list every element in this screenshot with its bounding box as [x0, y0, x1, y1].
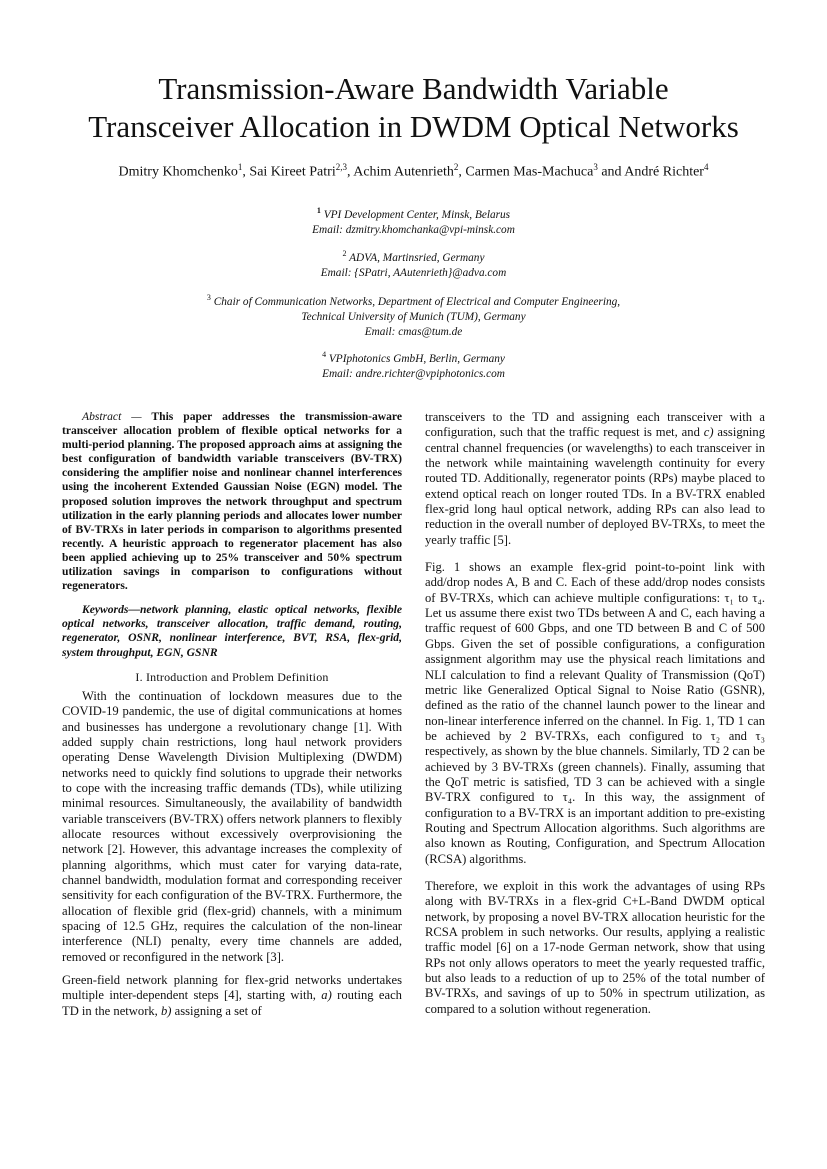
left-column — [62, 410, 402, 1027]
right-paragraph-1 — [425, 410, 765, 548]
affil-line: ADVA, Martinsried, Germany — [349, 251, 485, 264]
affil-line: Technical University of Munich (TUM), Germany — [301, 310, 526, 323]
author-sup: 1 — [237, 162, 243, 172]
intro-paragraph-1: With the continuation of lockdown measures due to the COVID-19 pandemic, the use of digital communications at homes and businesses has undergone a revolutionary change [1]. With added supply chain restrictions, long haul network providers operating Dense Wavelength Division Multiplexing (DWDM) networks need to quickly find solutions to upgrade their networks to cope with the increasing traffic demands (TDs), while utilizing minimal resources. Simultaneously, the availability of bandwidth variable transceivers (BV-TRX) offers network planners to flexibly allocate resources without excessively overprovisioning the network [2]. However, this advantage increases the complexity of planning algorithms, which must cater for varying data-rate, channel bandwidth, modulation format and corresponding receiver sensitivity for each configuration of the BV-TRX. Furthermore, the allocation of flexible grid (flex-grid) channels, with a minimum spacing of 12.5 GHz, requires the calculation of the non-linear interference (NLI) penalty, every time channels are added, removed or reconfigured in the network [3]. — [62, 688, 402, 964]
text-run: assigning a set of — [171, 1003, 262, 1018]
affiliation-1 — [0, 203, 827, 238]
title-line-2: Transceiver Allocation in DWDM Optical Networks — [88, 109, 739, 144]
text-run: b) — [160, 1003, 172, 1018]
affiliation-4 — [0, 347, 827, 382]
affil-line: Chair of Communication Networks, Department of Electrical and Computer Engineering, — [213, 295, 621, 308]
author-name: Achim Autenrieth — [353, 164, 454, 180]
abstract — [62, 410, 402, 593]
text-run: c) — [703, 425, 714, 440]
author-name: Carmen Mas-Machuca — [465, 164, 594, 180]
right-paragraph-3: Therefore, we exploit in this work the advantages of using RPs along with BV-TRXs in a flex-grid C+L-Band DWDM optical network, by proposing a novel BV-TRX allocation heuristic for the RCSA problem in such networks. Our results, applying a realistic traffic model [6] on a 17-node German network, show that using RPs not only allows operators to meet the yearly requested traffic, but also leads to a reduction of up to 25% of the total number of BV-TRXs, and savings of up to 50% in spectrum utilization, as compared to a solution without regeneration. — [425, 878, 765, 1016]
affil-line: VPI Development Center, Minsk, Belarus — [323, 208, 511, 221]
text-run: assigning central channel frequencies (or wavelengths) to each transceiver in the network while maintaining wavelength continuity for every routed TD. Additionally, regenerator points (RPs) maybe placed to extend optical reach on longer routed TDs. In a BV-TRX enabled flex-grid long haul optical network, adding RPs can also lead to reduction in the overall number of deployed BV-TRXs, to meet the yearly traffic [5]. — [425, 425, 765, 547]
right-column — [425, 410, 765, 1025]
text-run: routing each TD in the network, — [62, 988, 402, 1018]
affiliation-3 — [0, 290, 827, 340]
affil-line: VPIphotonics GmbH, Berlin, Germany — [328, 352, 505, 365]
abstract-label: Abstract — — [82, 410, 142, 423]
author-list: Dmitry Khomchenko$^1$, Sai Kireet Patri$^{2,3}$, Achim Autenrieth$^2$, Carmen Mas-Machuca$^3$ and André Richter$^4$ — [118, 162, 709, 180]
text-run: transceivers to the TD and assigning each transceiver with a configuration, such that the traffic request is met, and — [425, 410, 765, 440]
author-name: Dmitry Khomchenko — [118, 164, 238, 180]
affil-sup: 2 — [342, 249, 347, 258]
keywords: Keywords—network planning, elastic optical networks, flexible optical networks, transceiver allocation, traffic demand, routing, regenerator, OSNR, nonlinear interference, BVT, RSA, flex-grid, system throughput, EGN, GSNR — [62, 603, 402, 659]
right-paragraph-2: Fig. 1 shows an example flex-grid point-to-point link with add/drop nodes A, B and C. Each of these add/drop nodes consists of BV-TRXs, which can achieve multiple configurations: τ₁ to τ₄. Let us assume there exist two TDs between A and C, each having a traffic request of 600 Gbps, and one TD between B and C of 500 Gbps. Given the set of possible configurations, a configuration assignment algorithm may use the physical reach limitations and NLI calculation to find a relevant Quality of Transmission (QoT) metric like Generalized Optical Signal to Noise Ratio (GSNR), defined as the ratio of the channel launch power to the linear and non-linear interference inferred on the channel. In Fig. 1, TD 1 can be achieved by 2 BV-TRXs, each configured to τ₂ and τ₃ respectively, as shown by the blue channels. Similarly, TD 2 can be achieved by 3 BV-TRXs (green channels). Finally, assuming that the QoT metric is satisfied, TD 3 can be achieved with a single BV-TRX configured to τ₄. In this way, the assignment of configuration to a BV-TRX is an important addition to pre-existing Routing and Spectrum Allocation algorithms. Such algorithms are also known as Routing, Configuration, and Spectrum Allocation (RCSA) algorithms. — [425, 560, 765, 866]
text-run: Green-field network planning for flex-grid networks undertakes multiple inter-dependent steps [4], starting with, — [62, 973, 402, 1003]
title-line-1: Transmission-Aware Bandwidth Variable — [158, 71, 669, 106]
section-heading: I. Introduction and Problem Definition — [135, 669, 329, 684]
author-sup: 2 — [453, 162, 459, 172]
affil-email: Email: dzmitry.khomchanka@vpi-minsk.com — [312, 223, 515, 236]
affil-email: Email: {SPatri, AAutenrieth}@adva.com — [320, 266, 507, 279]
affil-email: Email: cmas@tum.de — [364, 325, 463, 338]
text-run: a) — [321, 988, 332, 1003]
paper-title — [0, 70, 827, 146]
author-name: André Richter — [624, 164, 704, 180]
affil-email: Email: andre.richter@vpiphotonics.com — [322, 367, 505, 380]
author-sup: 3 — [593, 162, 598, 172]
abstract-text: This paper addresses the transmission-aware transceiver allocation problem of flexible optical networks for a multi-period planning. The proposed approach aims at assigning the best configuration of bandwidth variable transceivers (BV-TRX) considering the amplifier noise and nonlinear channel interferences using the incoherent Extended Gaussian Noise (EGN) model. The proposed solution improves the network throughput and spectrum utilization in the early planning periods and allocates lower number of BV-TRXs in later periods in comparison to algorithms presented recently. A heuristic approach to regenerator placement has also been applied achieving up to 25% transceiver and 50% spectrum utilization savings in comparison to configurations without regenerators. — [62, 410, 402, 593]
affiliation-2 — [0, 246, 827, 281]
author-sup: 4 — [703, 162, 709, 172]
affil-sup: 3 — [206, 293, 211, 302]
affil-sup: 4 — [322, 350, 327, 359]
author-sup: 2,3 — [335, 162, 347, 172]
affil-sup: 1 — [316, 206, 321, 215]
author-name: Sai Kireet Patri — [249, 164, 336, 180]
intro-paragraph-2 — [62, 973, 402, 1019]
